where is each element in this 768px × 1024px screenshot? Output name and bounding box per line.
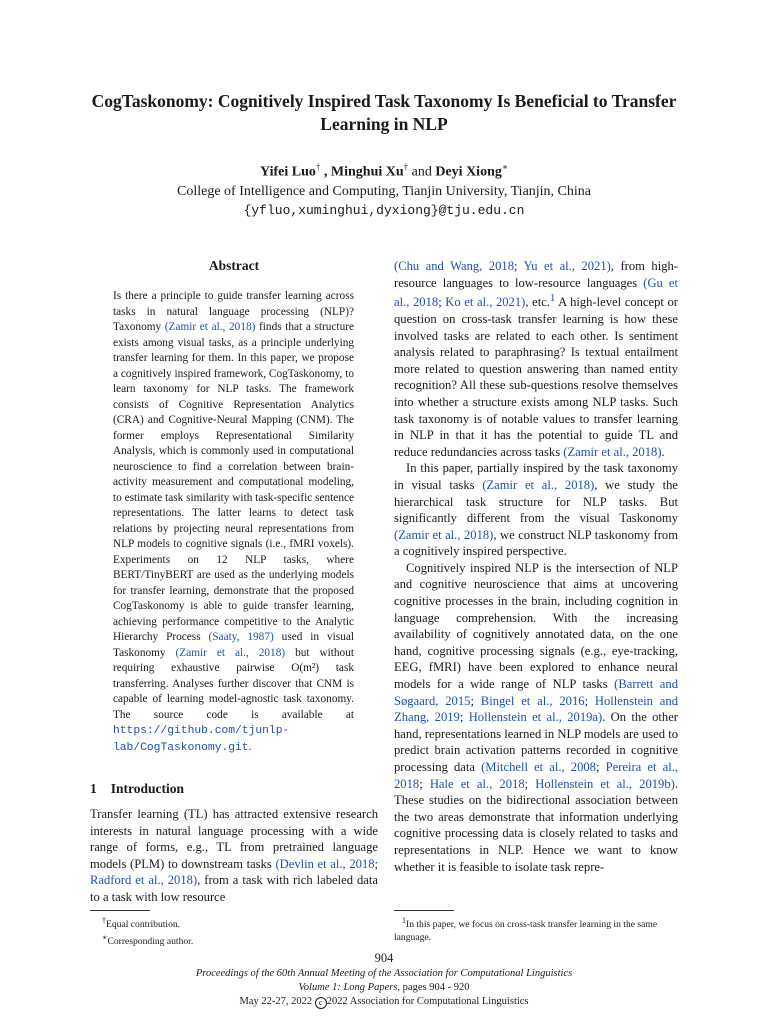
proceedings-footer — [0, 967, 768, 1009]
citation-link[interactable]: (Gu et al., 2018 — [394, 275, 678, 310]
citation-link[interactable]: (Zamir et al., 2018) — [563, 444, 662, 459]
footnote-rule — [394, 910, 454, 911]
body-text: ; — [584, 693, 595, 708]
author-separator: , — [320, 164, 331, 180]
abstract-text: finds that a structure exists among visual tasks, as a principle underlying transfer learning for them. In this paper, we propose a cognitively inspired framework, CogTaskonomy, to learn taxonomy for NLP tasks. The framework consists of Cognitive Representation Analytics (CRA) and Cognitive-Neural Mapping (CNM). The former employs Representational Similarity Analysis, which is commonly used in computational neuroscience to find a correlation between brain-activity measurement and computational modeling, to estimate task similarity with task-specific sentence representations. The latter learns to detect task relations by projecting neural representations from NLP models to cognitive signals (i.e., fMRI voxels). Experiments on 12 NLP tasks, where BERT/TinyBERT are used as the underlying models for transfer learning, demonstrate that the proposed CogTaskonomy is able to guide transfer learning, achieving performance competitive to the Analytic Hierarchy Process — [113, 321, 354, 643]
footnote-mark: 1 — [402, 916, 406, 925]
footnote-mark: † — [102, 916, 106, 925]
author-separator: and — [408, 164, 436, 180]
footnote-left — [102, 914, 372, 948]
right-column — [394, 258, 678, 875]
footnote-ref[interactable]: 1 — [549, 293, 556, 305]
citation-link[interactable]: (Chu and Wang, 2018 — [394, 259, 514, 273]
citation-link[interactable]: Hale et al., 2018 — [429, 776, 525, 791]
citation-link[interactable]: Bingel et al., 2016 — [480, 693, 585, 708]
footnote-text: Equal contribution. — [106, 919, 181, 931]
citation-link[interactable]: Hollenstein and Zhang, 2019 — [394, 693, 678, 725]
abstract-text: Is there a principle to guide transfer learning across tasks in natural language processing (NLP)? Taxonomy — [113, 290, 354, 333]
body-text: ; — [438, 295, 446, 310]
footnote-text: Corresponding author. — [107, 936, 194, 948]
citation-link[interactable]: (Saaty, 1987) — [208, 631, 274, 643]
citation-link[interactable]: Yu et al., 2021) — [523, 259, 611, 273]
body-text: , we study the hierarchical task structure for NLP tasks. But significantly different from the visual Taskonomy — [394, 477, 678, 526]
citation-link[interactable]: (Barrett and Søgaard, 2015 — [394, 677, 678, 708]
citation-link[interactable]: (Zamir et al., 2018) — [482, 477, 595, 492]
abstract-text: used in visual Taskonomy — [113, 631, 354, 659]
citation-link[interactable]: (Zamir et al., 2018) — [394, 527, 494, 542]
citation-link[interactable]: (Mitchell et al., 2008 — [481, 760, 596, 774]
body-text: Cognitively inspired NLP is the intersection of NLP and cognitive neuroscience that aims at uncovering cognitive processes in the brain, including cognition in language comprehension. With the increasing availability of cognitively annotated data, on the one hand, cognitive processing signals (e.g., eye-tracking, EEG, fMRI) have been explored to enhance neural models for a wide range of NLP tasks — [394, 560, 678, 692]
paper-title: CogTaskonomy: Cognitively Inspired Task Taxonomy Is Beneficial to Transfer Learning in NLP — [91, 91, 677, 134]
citation-link[interactable]: Radford et al., 2018) — [90, 873, 198, 888]
section-number: 1 — [90, 781, 97, 796]
footer-line: 2022 Association for Computational Linguistics — [326, 996, 529, 1007]
author-emails: {yfluo,xuminghui,dyxiong}@tju.edu.cn — [243, 202, 525, 218]
citation-link[interactable]: (Zamir et al., 2018) — [175, 646, 286, 659]
footer-line: , pages 904 - 920 — [397, 982, 470, 993]
body-text: ; — [374, 856, 379, 871]
abstract-heading: Abstract — [208, 258, 260, 273]
footnote-mark: ∗ — [102, 933, 108, 943]
copyright-icon: c — [315, 997, 327, 1009]
body-text: . On the other hand, representations learned in NLP models are used to predict brain activation patterns recorded in cognitive processing data — [394, 710, 679, 774]
footer-line: May 22-27, 2022 — [239, 996, 315, 1007]
affiliation: College of Intelligence and Computing, Tianjin University, Tianjin, China — [176, 183, 592, 199]
body-text: ; — [470, 693, 481, 708]
author-name: Yifei Luo — [260, 164, 316, 180]
source-code-url[interactable]: https://github.com/tjunlp-lab/CogTaskonomy.git — [113, 725, 290, 754]
section-title: Introduction — [110, 781, 185, 796]
citation-link[interactable]: Hollenstein et al., 2019a) — [468, 710, 603, 725]
citation-link[interactable]: Hollenstein et al., 2019b) — [535, 776, 675, 791]
body-text: ; — [419, 776, 430, 791]
author-mark: † — [315, 162, 321, 172]
author-name: Minghui Xu — [330, 164, 404, 180]
body-text: ; — [595, 760, 606, 774]
section-heading-introduction — [90, 781, 184, 797]
body-text: . These studies on the bidirectional association between the two areas demonstrate that information underlying cognitive processing data is closely related to tasks and representations in NLP. Hence we want to know whether it is feasible to isolate task repre- — [394, 776, 678, 874]
intro-paragraph — [90, 806, 378, 906]
body-text: , from a task with rich labeled data to a task with low resource — [90, 873, 378, 904]
footnote-right — [394, 914, 678, 944]
author-mark: † — [403, 162, 409, 172]
page-number: 904 — [374, 951, 394, 965]
citation-link[interactable]: (Devlin et al., 2018 — [275, 856, 375, 871]
body-text: . — [661, 444, 665, 459]
author-name: Deyi Xiong — [435, 164, 502, 180]
footer-line: Proceedings of the 60th Annual Meeting of the Association for Computational Linguistics — [195, 968, 573, 979]
body-text: ; — [524, 776, 536, 791]
author-names — [60, 158, 708, 182]
body-text: ; — [459, 710, 469, 725]
citation-link[interactable]: Pereira et al., 2018 — [394, 760, 678, 791]
footnote-rule — [90, 910, 150, 911]
citation-link[interactable]: Ko et al., 2021) — [445, 295, 526, 310]
abstract-text: . — [248, 740, 252, 753]
footnote-text: In this paper, we focus on cross-task transfer learning in the same language. — [394, 919, 658, 944]
body-text: Transfer learning (TL) has attracted extensive research interests in natural language processing with a wide range of forms, e.g., TL from pretrained language models (PLM) to downstream tasks — [90, 807, 378, 871]
body-text: , we construct NLP taskonomy from a cognitively inspired perspective. — [394, 527, 678, 559]
abstract-body — [113, 289, 354, 756]
body-text: ; — [514, 259, 524, 273]
author-mark: ∗ — [501, 162, 508, 172]
footer-line: Volume 1: Long Papers — [298, 982, 398, 993]
abstract-text: but without requiring exhaustive pairwise O(m²) task transferring. Analyses further discover that CNM is capable of learning model-agnostic task taxonomy. The source code is available at — [113, 646, 354, 721]
body-text: , from high-resource languages to low-resource languages — [394, 259, 678, 290]
citation-link[interactable]: (Zamir et al., 2018) — [164, 321, 256, 333]
body-text: In this paper, partially inspired by the task taxonomy in visual tasks — [394, 461, 678, 492]
body-text: A high-level concept or question on cross-task transfer learning is how these involved tasks are related to each other. Is sentiment analysis related to paraphrasing? Is textual entailment more related to question answering than named entity recognition? All these sub-questions resolve themselves into whether a structure exists among NLP tasks. Such task taxonomy is of notable values to transfer learning in NLP in that it has the potential to guide TL and reduce redundancies across tasks — [394, 295, 678, 459]
author-block — [60, 158, 708, 220]
body-text: , etc. — [525, 295, 550, 310]
